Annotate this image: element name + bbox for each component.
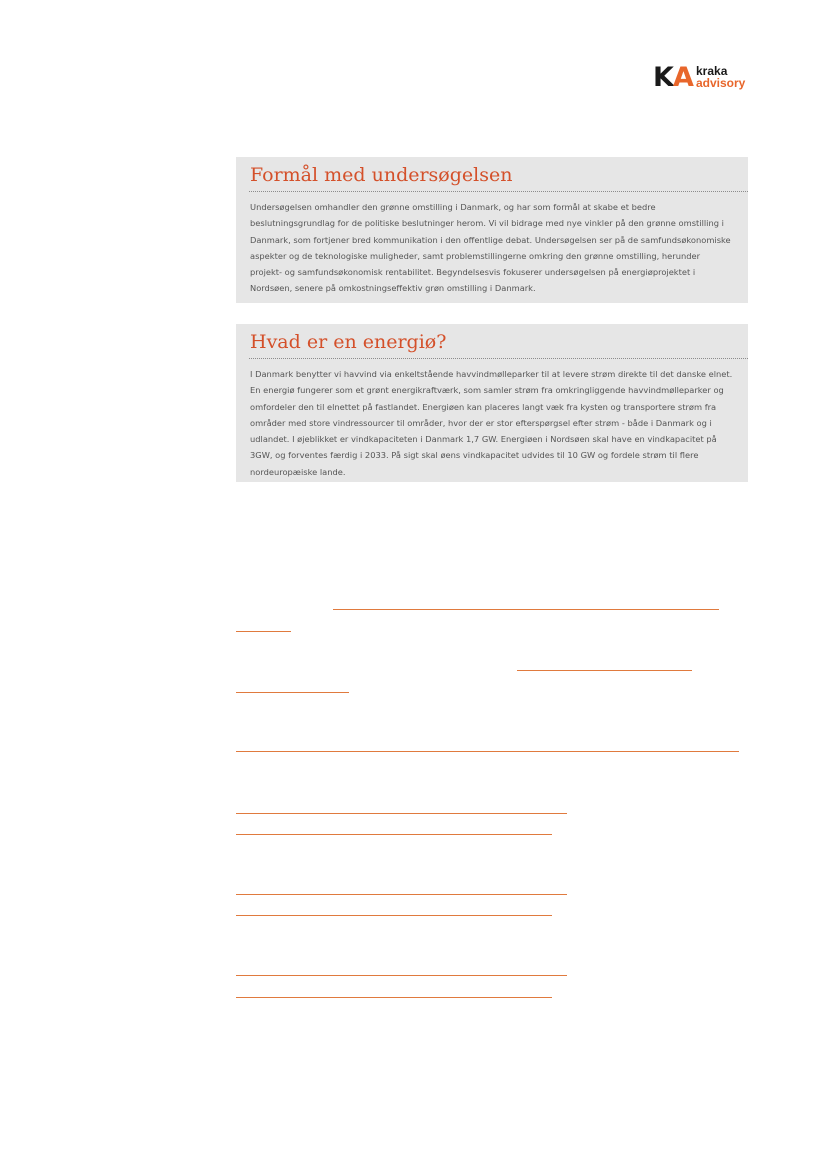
purpose-heading: Formål med undersøgelsen xyxy=(249,157,748,192)
link-underline-6b[interactable] xyxy=(236,997,552,998)
kraka-advisory-logo xyxy=(653,64,753,94)
link-underline-1a[interactable] xyxy=(333,609,719,610)
logo-word-kraka: kraka xyxy=(696,64,728,78)
link-underline-5a[interactable] xyxy=(236,894,567,895)
energy-island-text: I Danmark benytter vi havvind via enkeltstående havvindmølleparker til at levere strøm direkte til det danske elnet. En energiø fungerer som et grønt energikraftværk, som samler strøm fra omkringliggende havvindmølleparker og omfordeler den til elnettet på fastlandet. Energiøen kan placeres langt væk fra kysten og transportere strøm fra områder med store vindressourcer til områder, hvor der er stor efterspørgsel efter strøm - både i Danmark og i udlandet. I øjeblikket er vindkapaciteten i Danmark 1,7 GW. Energiøen i Nordsøen skal have en vindkapacitet på 3GW, og forventes færdig i 2033. På sigt skal øens vindkapacitet udvides til 10 GW og fordele strøm til flere nordeuropæiske lande. xyxy=(250,369,733,477)
link-underline-2b[interactable] xyxy=(236,692,349,693)
link-underline-1b[interactable] xyxy=(236,631,291,632)
logo-mark: KA xyxy=(653,62,693,93)
logo-word-advisory: advisory xyxy=(696,76,746,90)
link-underline-5b[interactable] xyxy=(236,915,552,916)
link-underline-3[interactable] xyxy=(236,751,739,752)
link-underline-4a[interactable] xyxy=(236,813,567,814)
link-underline-4b[interactable] xyxy=(236,834,552,835)
energy-island-box xyxy=(236,324,748,482)
purpose-text: Undersøgelsen omhandler den grønne omstilling i Danmark, og har som formål at skabe et bedre beslutningsgrundlag for de politiske beslutninger herom. Vi vil bidrage med nye vinkler på den grønne omstilling i Danmark, som fortjener bred kommunikation i den offentlige debat. Undersøgelsen ser på de samfundsøkonomiske aspekter og de teknologiske muligheder, samt problemstillingerne omkring den grønne omstilling, herunder projekt- og samfundsøkonomisk rentabilitet. Begyndelsesvis fokuserer undersøgelsen på energiøprojektet i Nordsøen, senere på omkostningseffektiv grøn omstilling i Danmark. xyxy=(250,202,731,294)
energy-island-heading: Hvad er en energiø? xyxy=(249,324,748,359)
purpose-box xyxy=(236,157,748,303)
link-underline-6a[interactable] xyxy=(236,975,567,976)
link-underline-2a[interactable] xyxy=(517,670,692,671)
